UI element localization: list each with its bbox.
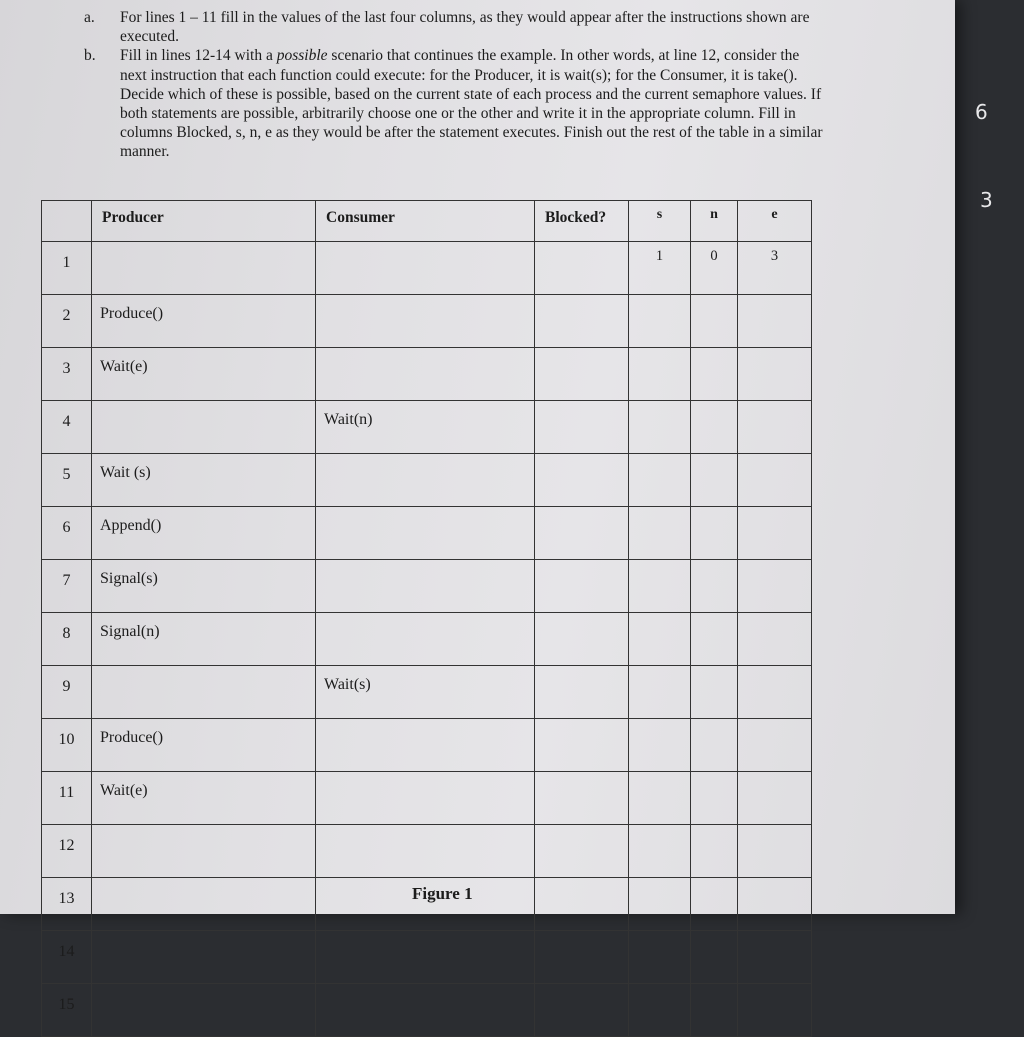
cell-e bbox=[738, 560, 812, 613]
cell-blocked bbox=[535, 401, 629, 454]
cell-consumer bbox=[316, 348, 535, 401]
cell-producer: Wait(e) bbox=[92, 348, 316, 401]
cell-s bbox=[629, 560, 691, 613]
cell-blocked bbox=[535, 772, 629, 825]
cell-e bbox=[738, 666, 812, 719]
cell-n bbox=[691, 719, 738, 772]
cell-e bbox=[738, 348, 812, 401]
instruction-b bbox=[84, 46, 824, 161]
cell-n bbox=[691, 560, 738, 613]
cell-blocked bbox=[535, 613, 629, 666]
cell-n bbox=[691, 613, 738, 666]
cell-s bbox=[629, 825, 691, 878]
cell-num: 1 bbox=[42, 242, 92, 295]
cell-producer: Signal(s) bbox=[92, 560, 316, 613]
cell-num: 4 bbox=[42, 401, 92, 454]
cell-num: 15 bbox=[42, 984, 92, 1037]
instruction-label: b. bbox=[84, 47, 96, 65]
cell-e bbox=[738, 984, 812, 1037]
cell-num: 12 bbox=[42, 825, 92, 878]
cell-num: 5 bbox=[42, 454, 92, 507]
cell-s bbox=[629, 772, 691, 825]
instruction-text-part: scenario that continues the example. In other words, at line 12, consider the next instruction that each function could execute: for the Producer, it is wait(s); for the Consumer, it is take(). Decide which of these is possible, based on the current state of each process and the current semaphore values. If both statements are possible, arbitrarily choose one or the other and write it in the appropriate column. Fill in columns Blocked, s, n, e as they would be after the statement executes. Finish out the rest of the table in a similar manner. bbox=[120, 47, 823, 161]
cell-blocked bbox=[535, 878, 629, 931]
cell-n bbox=[691, 454, 738, 507]
table-row bbox=[42, 719, 812, 772]
cell-n bbox=[691, 931, 738, 984]
table-row bbox=[42, 772, 812, 825]
cell-consumer: Wait(n) bbox=[316, 401, 535, 454]
cell-consumer: Wait(s) bbox=[316, 666, 535, 719]
cell-n bbox=[691, 348, 738, 401]
cell-producer bbox=[92, 401, 316, 454]
cell-blocked bbox=[535, 295, 629, 348]
cell-consumer bbox=[316, 984, 535, 1037]
cell-e bbox=[738, 772, 812, 825]
cell-consumer bbox=[316, 825, 535, 878]
cell-num: 2 bbox=[42, 295, 92, 348]
cell-n: 0 bbox=[691, 242, 738, 295]
cell-producer bbox=[92, 666, 316, 719]
cell-consumer bbox=[316, 295, 535, 348]
cell-s bbox=[629, 295, 691, 348]
table-row bbox=[42, 613, 812, 666]
table-row bbox=[42, 401, 812, 454]
cell-consumer bbox=[316, 931, 535, 984]
cell-num: 3 bbox=[42, 348, 92, 401]
cell-n bbox=[691, 507, 738, 560]
cell-num: 9 bbox=[42, 666, 92, 719]
header-row bbox=[42, 201, 812, 242]
cell-blocked bbox=[535, 719, 629, 772]
cell-blocked bbox=[535, 666, 629, 719]
instruction-label: a. bbox=[84, 9, 95, 26]
header-e: e bbox=[738, 201, 812, 242]
keyboard-key-label: 6 bbox=[975, 100, 988, 124]
cell-num: 14 bbox=[42, 931, 92, 984]
cell-s bbox=[629, 719, 691, 772]
cell-producer bbox=[92, 984, 316, 1037]
instruction-text: For lines 1 – 11 fill in the values of the last four columns, as they would appear after the instructions shown are executed. bbox=[120, 9, 810, 46]
cell-e bbox=[738, 507, 812, 560]
cell-e bbox=[738, 825, 812, 878]
cell-producer bbox=[92, 242, 316, 295]
trace-table bbox=[41, 200, 812, 1037]
cell-consumer bbox=[316, 507, 535, 560]
instructions bbox=[84, 8, 824, 162]
cell-e: 3 bbox=[738, 242, 812, 295]
cell-s bbox=[629, 454, 691, 507]
cell-e bbox=[738, 719, 812, 772]
table-row bbox=[42, 348, 812, 401]
cell-s bbox=[629, 613, 691, 666]
table-row bbox=[42, 454, 812, 507]
header-s: s bbox=[629, 201, 691, 242]
cell-consumer bbox=[316, 560, 535, 613]
cell-blocked bbox=[535, 242, 629, 295]
cell-producer: Signal(n) bbox=[92, 613, 316, 666]
keyboard-key-label: 3 bbox=[980, 188, 993, 212]
cell-blocked bbox=[535, 507, 629, 560]
header-producer: Producer bbox=[92, 201, 316, 242]
cell-e bbox=[738, 454, 812, 507]
cell-consumer bbox=[316, 719, 535, 772]
cell-blocked bbox=[535, 560, 629, 613]
cell-s bbox=[629, 507, 691, 560]
cell-blocked bbox=[535, 984, 629, 1037]
instruction-text bbox=[120, 46, 824, 161]
header-blocked: Blocked? bbox=[535, 201, 629, 242]
cell-blocked bbox=[535, 454, 629, 507]
cell-e bbox=[738, 295, 812, 348]
cell-n bbox=[691, 401, 738, 454]
cell-e bbox=[738, 401, 812, 454]
cell-blocked bbox=[535, 825, 629, 878]
header-num bbox=[42, 201, 92, 242]
cell-n bbox=[691, 666, 738, 719]
cell-blocked bbox=[535, 931, 629, 984]
cell-e bbox=[738, 878, 812, 931]
table-row bbox=[42, 242, 812, 295]
cell-producer: Wait(e) bbox=[92, 772, 316, 825]
cell-producer: Append() bbox=[92, 507, 316, 560]
header-consumer: Consumer bbox=[316, 201, 535, 242]
instruction-text-part: Fill in lines 12-14 with a bbox=[120, 47, 277, 65]
cell-num: 11 bbox=[42, 772, 92, 825]
cell-s bbox=[629, 666, 691, 719]
table-row bbox=[42, 560, 812, 613]
cell-s bbox=[629, 348, 691, 401]
cell-num: 8 bbox=[42, 613, 92, 666]
table-row bbox=[42, 931, 812, 984]
table-row bbox=[42, 507, 812, 560]
cell-num: 13 bbox=[42, 878, 92, 931]
cell-e bbox=[738, 931, 812, 984]
cell-s: 1 bbox=[629, 242, 691, 295]
table-row bbox=[42, 825, 812, 878]
cell-n bbox=[691, 825, 738, 878]
cell-producer bbox=[92, 878, 316, 931]
table-row bbox=[42, 295, 812, 348]
cell-s bbox=[629, 878, 691, 931]
figure-caption: Figure 1 bbox=[412, 884, 473, 903]
instruction-a bbox=[84, 8, 824, 46]
cell-n bbox=[691, 772, 738, 825]
cell-num: 7 bbox=[42, 560, 92, 613]
cell-producer: Produce() bbox=[92, 719, 316, 772]
cell-s bbox=[629, 984, 691, 1037]
cell-producer bbox=[92, 931, 316, 984]
cell-consumer bbox=[316, 772, 535, 825]
header-n: n bbox=[691, 201, 738, 242]
cell-s bbox=[629, 401, 691, 454]
table-row bbox=[42, 666, 812, 719]
cell-n bbox=[691, 878, 738, 931]
cell-consumer bbox=[316, 613, 535, 666]
cell-n bbox=[691, 984, 738, 1037]
table-row bbox=[42, 984, 812, 1037]
cell-blocked bbox=[535, 348, 629, 401]
cell-producer: Produce() bbox=[92, 295, 316, 348]
cell-producer bbox=[92, 825, 316, 878]
cell-consumer bbox=[316, 242, 535, 295]
cell-e bbox=[738, 613, 812, 666]
cell-s bbox=[629, 931, 691, 984]
cell-num: 10 bbox=[42, 719, 92, 772]
emphasis-possible: possible bbox=[276, 47, 328, 65]
cell-producer: Wait (s) bbox=[92, 454, 316, 507]
cell-consumer bbox=[316, 454, 535, 507]
cell-num: 6 bbox=[42, 507, 92, 560]
cell-n bbox=[691, 295, 738, 348]
